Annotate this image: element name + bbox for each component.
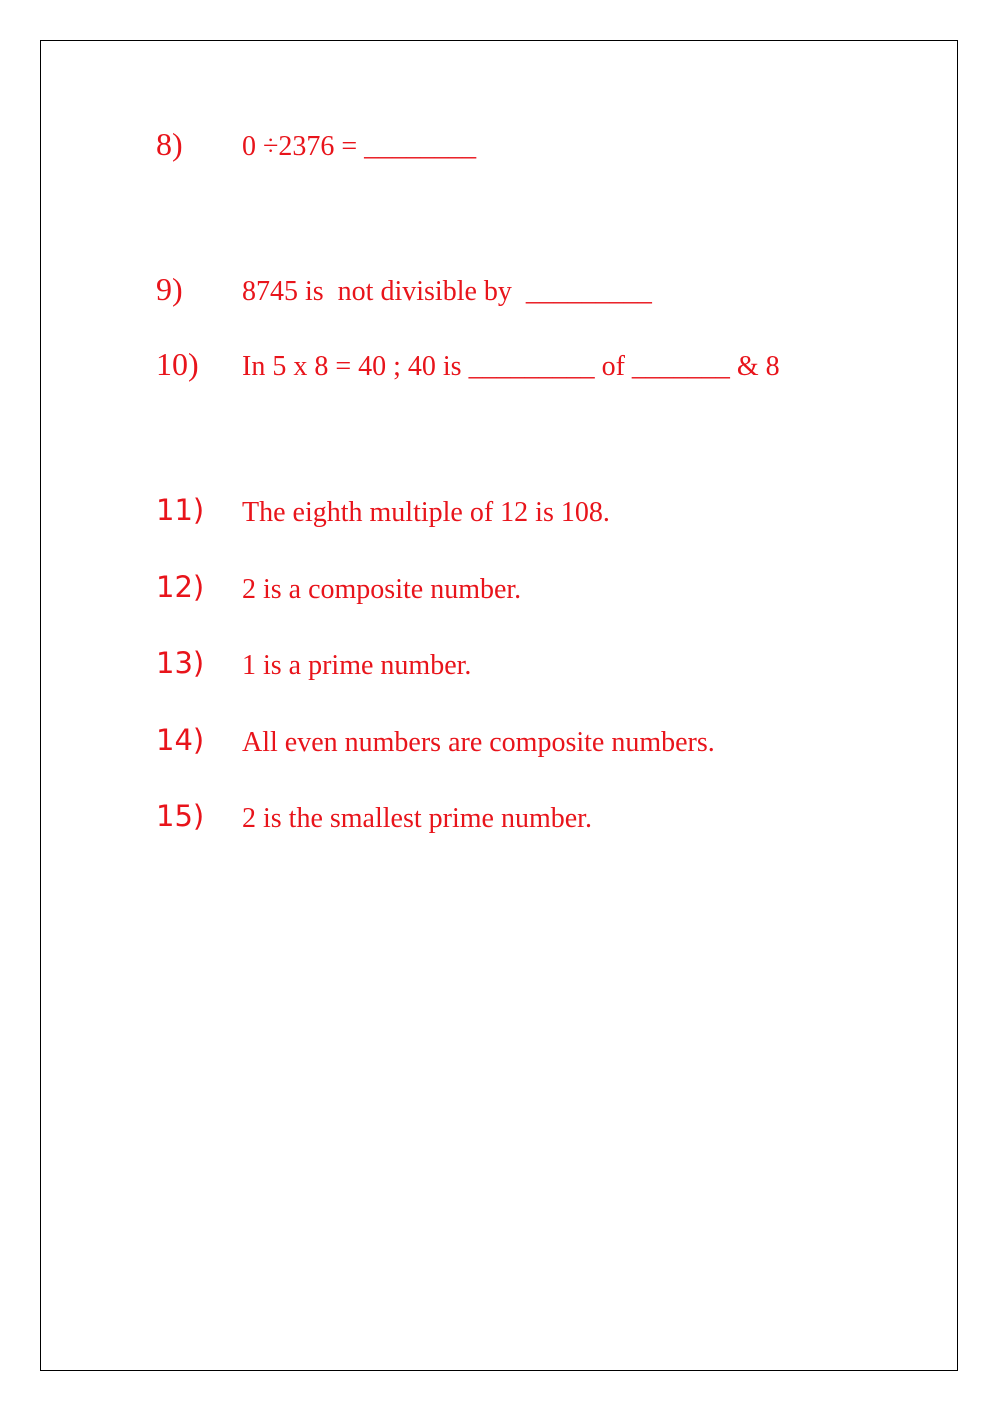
question-10 [156,342,940,386]
question-text: 0 ÷2376 = ________ [242,131,477,162]
question-number: 14) [156,723,205,757]
question-15 [156,794,940,838]
question-14 [156,718,940,762]
question-text: 2 is the smallest prime number. [242,803,592,834]
question-text: 2 is a composite number. [242,574,522,605]
question-number: 13) [156,646,205,680]
question-text: All even numbers are composite numbers. [242,727,715,758]
question-text: The eighth multiple of 12 is 108. [242,497,610,528]
question-number: 11) [156,493,205,527]
question-13 [156,641,940,685]
worksheet-page [40,40,958,1371]
question-text: 1 is a prime number. [242,650,472,681]
question-9 [156,267,940,311]
question-8 [156,122,940,166]
question-number: 8) [156,126,183,162]
question-text: In 5 x 8 = 40 ; 40 is _________ of _______ & 8 [242,351,780,382]
question-number: 12) [156,570,205,604]
question-11 [156,488,940,532]
question-number: 15) [156,799,205,833]
question-12 [156,565,940,609]
question-number: 10) [156,346,199,382]
question-number: 9) [156,271,183,307]
question-text: 8745 is not divisible by _________ [242,276,652,307]
